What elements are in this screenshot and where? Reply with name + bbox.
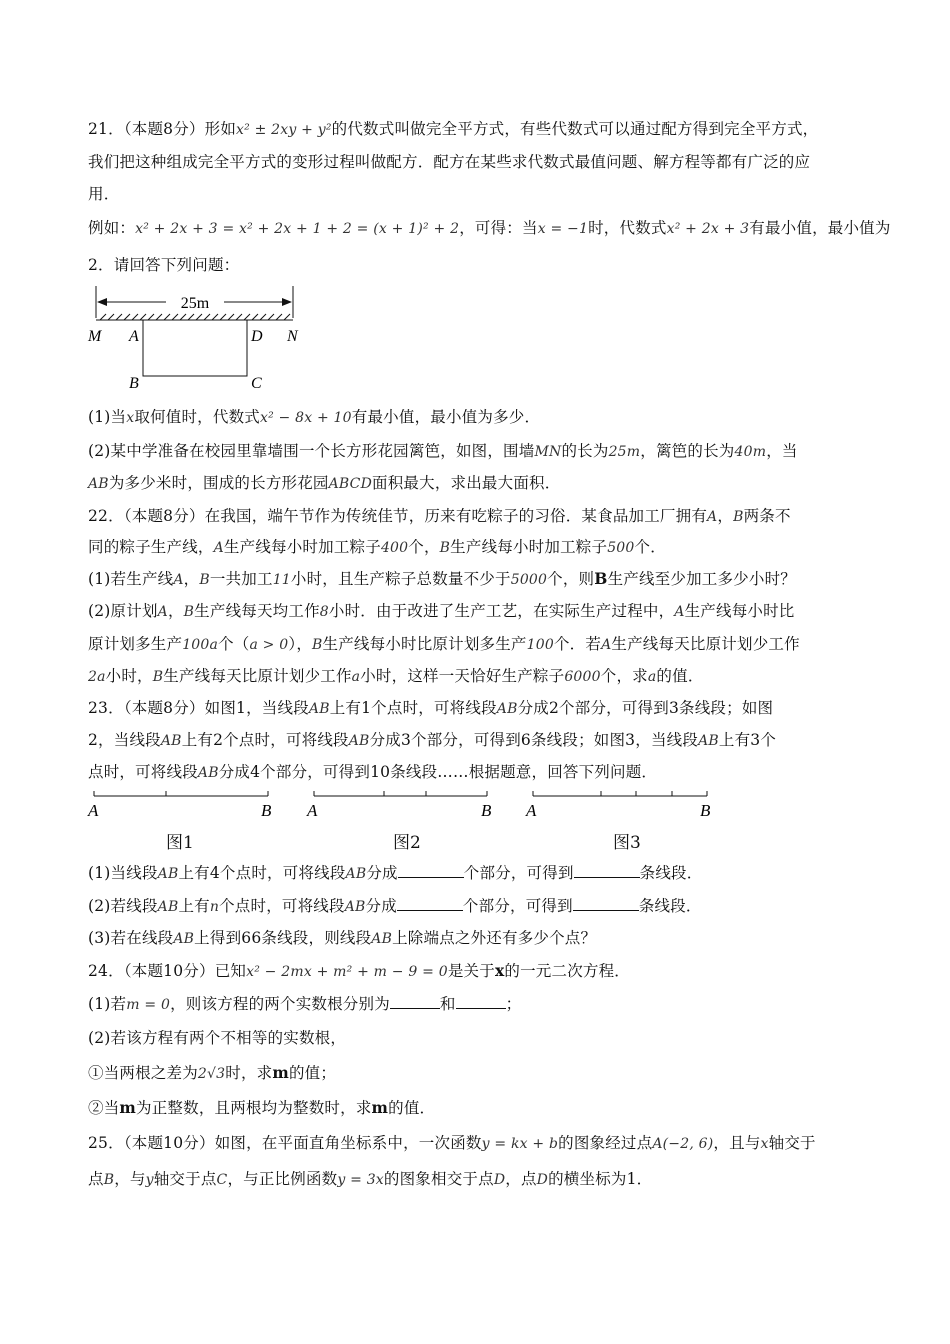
math: AB xyxy=(698,733,719,749)
text: 轴交于 xyxy=(768,1134,816,1152)
math: 100 xyxy=(526,637,554,653)
text: 小时，且生产粽子总数量不少于 xyxy=(290,570,511,588)
math: B xyxy=(733,509,744,525)
text: 的值； xyxy=(288,1064,337,1082)
text: 2．请回答下列问题： xyxy=(88,256,240,274)
math: AB xyxy=(344,899,366,915)
text: 有最小值，最小值为多少． xyxy=(351,408,541,426)
fig2-label-B: B xyxy=(481,801,492,820)
text: 上除端点之外还有多少个点？ xyxy=(392,929,597,947)
text: ； xyxy=(505,995,522,1013)
text: ②当 xyxy=(88,1099,120,1117)
math: ABCD xyxy=(328,476,373,492)
math: C xyxy=(216,1172,228,1188)
text: 21．（本题8分）形如 xyxy=(88,120,237,138)
math: 8 xyxy=(319,604,329,620)
math: A xyxy=(157,604,168,620)
text: 生产线每天均工作 xyxy=(194,602,320,620)
math: A xyxy=(707,509,718,525)
text: 24．（本题10分）已知 xyxy=(88,962,247,980)
text: x xyxy=(494,961,505,980)
math: x² ± 2xy + y² xyxy=(236,122,332,138)
q24-line-1 xyxy=(88,960,868,983)
text: 个点时，可将线段 xyxy=(219,897,345,915)
text: 个，则 xyxy=(547,570,595,588)
math: D xyxy=(536,1172,549,1188)
text: (2)若该方程有两个不相等的实数根， xyxy=(88,1029,347,1047)
figure-3-segment xyxy=(525,791,711,820)
text: 的图象经过点 xyxy=(558,1134,653,1152)
text: 上有2个点时，可将线段 xyxy=(181,731,349,749)
text: 个．若 xyxy=(553,635,602,653)
figure-1-caption: 图1 xyxy=(166,833,194,853)
text: ，与 xyxy=(114,1170,146,1188)
text: 点 xyxy=(88,1170,104,1188)
fig3-label-A: A xyxy=(526,801,537,820)
answer-blank[interactable] xyxy=(573,896,639,911)
q22-part2 xyxy=(88,600,868,623)
text: 的值． xyxy=(656,667,704,685)
q22-part2-line-3 xyxy=(88,665,868,688)
q21-part2 xyxy=(88,440,868,463)
q23-part1 xyxy=(88,862,868,885)
math: AB xyxy=(308,701,330,717)
text: (1)若 xyxy=(88,995,127,1013)
text: (1)若生产线 xyxy=(88,570,174,588)
text: 时，代数式 xyxy=(588,219,667,237)
text: 一共加工 xyxy=(209,570,273,588)
text: 22．（本题8分）在我国，端午节作为传统佳节，历来有吃粽子的习俗．某食品加工厂拥有 xyxy=(88,507,708,525)
text: 个，求 xyxy=(600,667,648,685)
math: AB xyxy=(173,931,195,947)
fig1-label-B: B xyxy=(261,801,272,820)
math: 6000 xyxy=(564,669,601,685)
math: A xyxy=(213,540,224,556)
label-B: B xyxy=(129,375,139,392)
text: (3)若在线段 xyxy=(88,929,174,947)
fence-figure xyxy=(86,284,306,394)
label-M: M xyxy=(88,328,102,345)
math: 40m xyxy=(734,444,767,460)
text: 个（ xyxy=(218,635,250,653)
text: 为正整数，且两根均为整数时，求 xyxy=(136,1099,372,1117)
text: 个部分，可得到 xyxy=(463,864,574,882)
text: 的代数式叫做完全平方式，有些代数式可以通过配方得到完全平方式， xyxy=(331,120,819,138)
figure-1-segment xyxy=(87,791,272,820)
text: ， xyxy=(167,602,184,620)
q22-part1 xyxy=(88,568,868,591)
text: 上有4个点时，可将线段 xyxy=(178,864,346,882)
fig1-label-A: A xyxy=(88,801,99,820)
figure-3-caption: 图3 xyxy=(613,833,641,853)
math: A xyxy=(601,637,612,653)
text: m xyxy=(272,1063,289,1082)
math: MN xyxy=(534,444,562,460)
math: x² − 8x + 10 xyxy=(259,410,352,426)
text: 用． xyxy=(88,185,120,203)
text: 面积最大，求出最大面积． xyxy=(372,474,561,492)
text: ，与正比例函数 xyxy=(227,1170,338,1188)
math: x² − 2mx + m² + m − 9 = 0 xyxy=(246,964,448,980)
q23-line-1 xyxy=(88,697,868,720)
answer-blank[interactable] xyxy=(390,994,440,1009)
math: AB xyxy=(197,765,219,781)
q25-line-2 xyxy=(88,1168,868,1191)
label-N: N xyxy=(287,328,298,345)
q23-part3 xyxy=(88,927,868,950)
text: ，点 xyxy=(505,1170,537,1188)
math: y xyxy=(145,1172,154,1188)
text: 是关于 xyxy=(447,962,495,980)
text: 为多少米时，围成的长方形花园 xyxy=(108,474,329,492)
math: m = 0 xyxy=(126,997,171,1013)
text: 生产线至少加工多少小时？ xyxy=(607,570,796,588)
math: n xyxy=(209,899,220,915)
text: ，可得：当 xyxy=(459,219,538,237)
text: 生产线每小时比原计划多生产 xyxy=(322,635,527,653)
math: AB xyxy=(88,476,109,492)
math: D xyxy=(493,1172,506,1188)
text: 小时．由于改进了生产工艺，在实际生产过程中， xyxy=(328,602,675,620)
math: B xyxy=(199,572,210,588)
answer-blank[interactable] xyxy=(397,896,463,911)
label-A: A xyxy=(129,328,139,345)
math: B xyxy=(152,669,164,685)
text: 两条不 xyxy=(743,507,791,525)
text: (1)当 xyxy=(88,408,127,426)
text: 分成 xyxy=(366,864,398,882)
text: 条线段． xyxy=(638,897,702,915)
math: AB xyxy=(345,866,367,882)
q21-line-1 xyxy=(88,118,868,141)
text: 的一元二次方程． xyxy=(504,962,630,980)
text: 条线段． xyxy=(639,864,703,882)
text: ，篱笆的长为 xyxy=(640,442,735,460)
text: 取何值时，代数式 xyxy=(134,408,260,426)
q21-line-3 xyxy=(88,183,868,205)
q23-line-2 xyxy=(88,729,868,752)
text: 例如： xyxy=(88,219,136,237)
math: 2√3 xyxy=(197,1066,226,1082)
text: 原计划多生产 xyxy=(88,635,183,653)
text: 生产线每天比原计划少工作 xyxy=(611,635,800,653)
text: 和 xyxy=(439,995,456,1013)
text: 23．（本题8分）如图1，当线段 xyxy=(88,699,309,717)
math: a > 0 xyxy=(249,637,289,653)
q22-part2-line-2 xyxy=(88,633,868,656)
segment-figures xyxy=(80,788,740,822)
text: 时，求 xyxy=(225,1064,273,1082)
answer-blank[interactable] xyxy=(398,863,464,878)
figure-2-caption: 图2 xyxy=(393,833,421,853)
math: a xyxy=(647,669,657,685)
figure-2-segment xyxy=(306,791,492,820)
text: (2)若线段 xyxy=(88,897,158,915)
math: 500 xyxy=(607,540,635,556)
text: 我们把这种组成完全平方式的变形过程叫做配方．配方在某些求代数式最值问题、解方程等都有广泛的应 xyxy=(88,153,811,171)
math: AB xyxy=(348,733,370,749)
math: B xyxy=(103,1172,115,1188)
q21-part1 xyxy=(88,406,868,429)
math: 5000 xyxy=(510,572,548,588)
math: AB xyxy=(157,866,179,882)
q22-line-2 xyxy=(88,536,868,559)
text: ，且与 xyxy=(713,1134,761,1152)
math: 400 xyxy=(380,540,409,556)
text: (2)某中学准备在校园里靠墙围一个长方形花园篱笆，如图，围墙 xyxy=(88,442,535,460)
text: m xyxy=(371,1098,389,1117)
math: 2a xyxy=(88,669,106,685)
q24-part2-sub1 xyxy=(88,1062,868,1085)
math: AB xyxy=(371,931,393,947)
text: ，则该方程的两个实数根分别为 xyxy=(170,995,390,1013)
math: AB xyxy=(157,899,179,915)
q21-line-4 xyxy=(88,217,891,240)
math: x² + 2x + 3 xyxy=(666,221,750,237)
text: 个， xyxy=(408,538,440,556)
text: 2，当线段 xyxy=(88,731,161,749)
text: 25．（本题10分）如图，在平面直角坐标系中，一次函数 xyxy=(88,1134,482,1152)
q24-part1 xyxy=(88,993,868,1016)
math: A xyxy=(173,572,184,588)
text: 生产线每小时加工粽子 xyxy=(450,538,608,556)
text: ，当 xyxy=(766,442,798,460)
math: y = 3x xyxy=(337,1172,384,1188)
q24-part2-sub2 xyxy=(88,1097,868,1119)
q21-part2-cont xyxy=(88,472,868,495)
math: 25m xyxy=(608,444,641,460)
text: 个部分，可得到 xyxy=(462,897,573,915)
answer-blank[interactable] xyxy=(574,863,640,878)
text: 分成4个部分，可得到10条线段……根据题意，回答下列问题． xyxy=(218,763,658,781)
text: 的长为 xyxy=(561,442,609,460)
text: ）， xyxy=(288,635,313,653)
q23-line-3 xyxy=(88,761,868,784)
math: B xyxy=(312,637,323,653)
text: 有最小值，最小值为 xyxy=(749,219,891,237)
math: AB xyxy=(496,701,518,717)
wall-hatching xyxy=(100,314,290,320)
text: ， xyxy=(183,570,200,588)
text: m xyxy=(119,1098,137,1117)
math: B xyxy=(183,604,195,620)
text: 生产线每小时比 xyxy=(684,602,795,620)
text: 点时，可将线段 xyxy=(88,763,198,781)
math: x² + 2x + 3 = x² + 2x + 1 + 2 = (x + 1)² + 2 xyxy=(135,221,460,237)
label-C: C xyxy=(251,375,262,392)
text: B xyxy=(594,569,608,588)
text: 分成3个部分，可得到6条线段；如图3，当线段 xyxy=(369,731,699,749)
q22-line-1 xyxy=(88,505,868,528)
text: 的横坐标为1． xyxy=(548,1170,653,1188)
text: (1)当线段 xyxy=(88,864,158,882)
q24-part2 xyxy=(88,1027,868,1049)
math: x xyxy=(126,410,135,426)
text: 同的粽子生产线， xyxy=(88,538,214,556)
fig3-label-B: B xyxy=(700,801,711,820)
text: 上有1个点时，可将线段 xyxy=(329,699,497,717)
q21-line-5 xyxy=(88,254,868,276)
math: 11 xyxy=(272,572,291,588)
math: a xyxy=(351,669,361,685)
text: 轴交于点 xyxy=(153,1170,217,1188)
math: x = −1 xyxy=(537,221,589,237)
math: x xyxy=(760,1136,769,1152)
math: B xyxy=(439,540,451,556)
q23-part2 xyxy=(88,895,868,918)
math: A xyxy=(674,604,685,620)
text: 个． xyxy=(634,538,666,556)
math: 100a xyxy=(182,637,219,653)
wall-length-label: 25m xyxy=(180,295,210,312)
text: (2)原计划 xyxy=(88,602,158,620)
text: 分成2个部分，可得到3条线段；如图 xyxy=(517,699,774,717)
text: 的图象相交于点 xyxy=(383,1170,494,1188)
math: A(−2, 6) xyxy=(652,1136,714,1152)
fence-rectangle xyxy=(143,320,247,376)
q21-line-2 xyxy=(88,151,868,173)
text: ①当两根之差为 xyxy=(88,1064,198,1082)
answer-blank[interactable] xyxy=(456,994,506,1009)
text: 的值． xyxy=(388,1099,436,1117)
text: 小时， xyxy=(105,667,153,685)
text: 生产线每天比原计划少工作 xyxy=(163,667,352,685)
text: 上有 xyxy=(178,897,210,915)
math: AB xyxy=(160,733,182,749)
text: 小时，这样一天恰好生产粽子 xyxy=(360,667,565,685)
fig2-label-A: A xyxy=(307,801,318,820)
q25-line-1 xyxy=(88,1132,868,1155)
text: 分成 xyxy=(365,897,397,915)
label-D: D xyxy=(251,328,263,345)
math: y = kx + b xyxy=(481,1136,559,1152)
text: 生产线每小时加工粽子 xyxy=(223,538,381,556)
text: 上有3个 xyxy=(718,731,777,749)
text: 上得到66条线段，则线段 xyxy=(194,929,372,947)
text: ， xyxy=(717,507,734,525)
